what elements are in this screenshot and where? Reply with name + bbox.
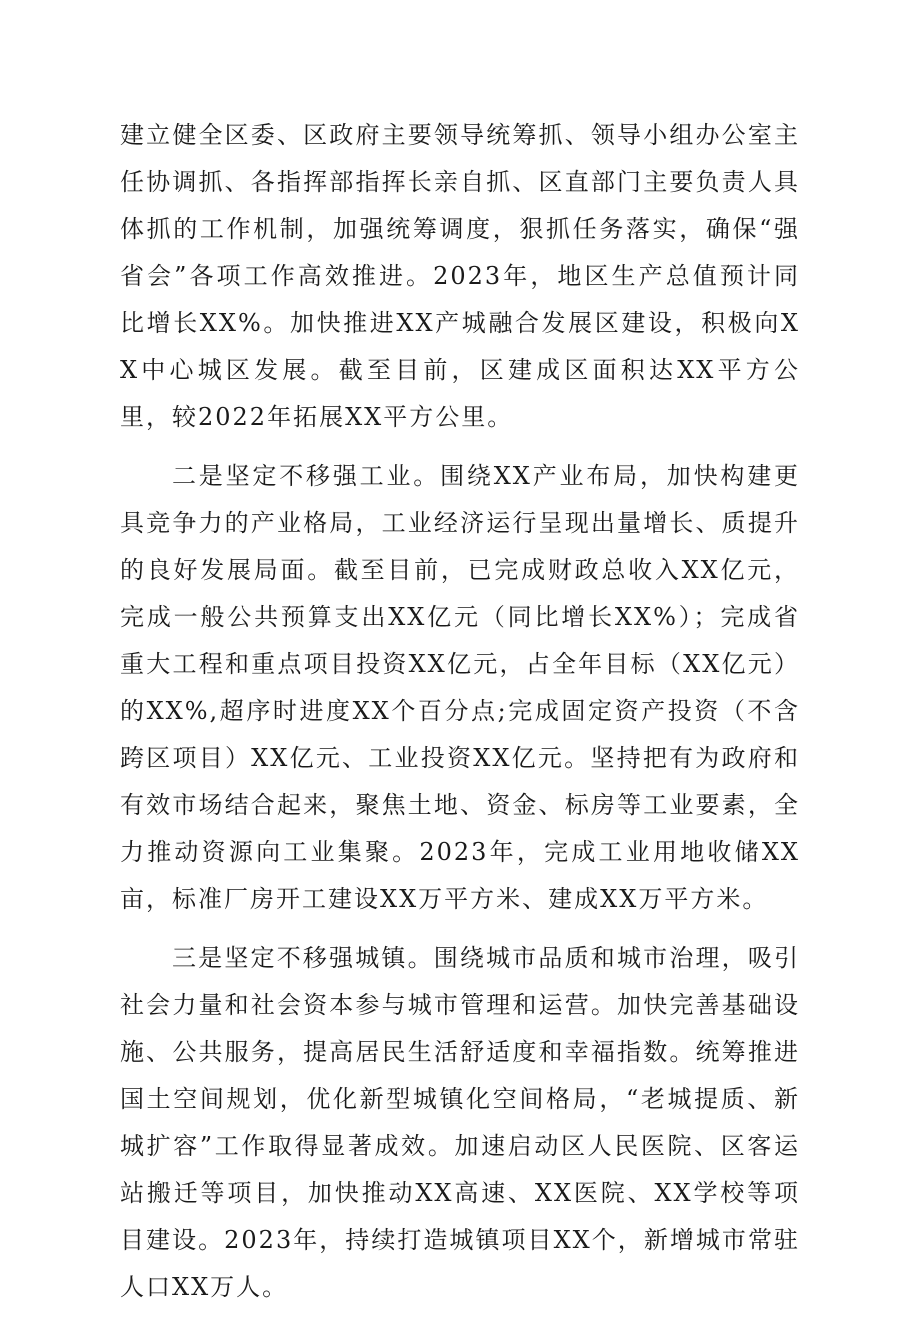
paragraph-work-mechanism: 建立健全区委、区政府主要领导统筹抓、领导小组办公室主任协调抓、各指挥部指挥长亲自抓、区直部门主要负责人具体抓的工作机制，加强统筹调度，狠抓任务落实，确保“强省会”各项工作高效推进。2023年，地区生产总值预计同比增长XX%。加快推进XX产城融合发展区建设，积极向XX中心城区发展。截至目前，区建成区面积达XX平方公里，较2022年拓展XX平方公里。 [120, 121, 800, 431]
paragraph-strengthen-industry: 二是坚定不移强工业。围绕XX产业布局，加快构建更具竞争力的产业格局，工业经济运行呈现出量增长、质提升的良好发展局面。截至目前，已完成财政总收入XX亿元，完成一般公共预算支出XX亿元（同比增长XX%）；完成省重大工程和重点项目投资XX亿元，占全年目标（XX亿元）的XX%,超序时进度XX个百分点;完成固定资产投资（不含跨区项目）XX亿元、工业投资XX亿元。坚持把有为政府和有效市场结合起来，聚焦土地、资金、标房等工业要素，全力推动资源向工业集聚。2023年，完成工业用地收储XX亩，标准厂房开工建设XX万平方米、建成XX万平方米。 [120, 462, 800, 913]
document-body [120, 112, 800, 1323]
paragraph-strengthen-towns: 三是坚定不移强城镇。围绕城市品质和城市治理，吸引社会力量和社会资本参与城市管理和运营。加快完善基础设施、公共服务，提高居民生活舒适度和幸福指数。统筹推进国土空间规划，优化新型城镇化空间格局，“老城提质、新城扩容”工作取得显著成效。加速启动区人民医院、区客运站搬迁等项目，加快推动XX高速、XX医院、XX学校等项目建设。2023年，持续打造城镇项目XX个，新增城市常驻人口XX万人。 [120, 944, 800, 1301]
